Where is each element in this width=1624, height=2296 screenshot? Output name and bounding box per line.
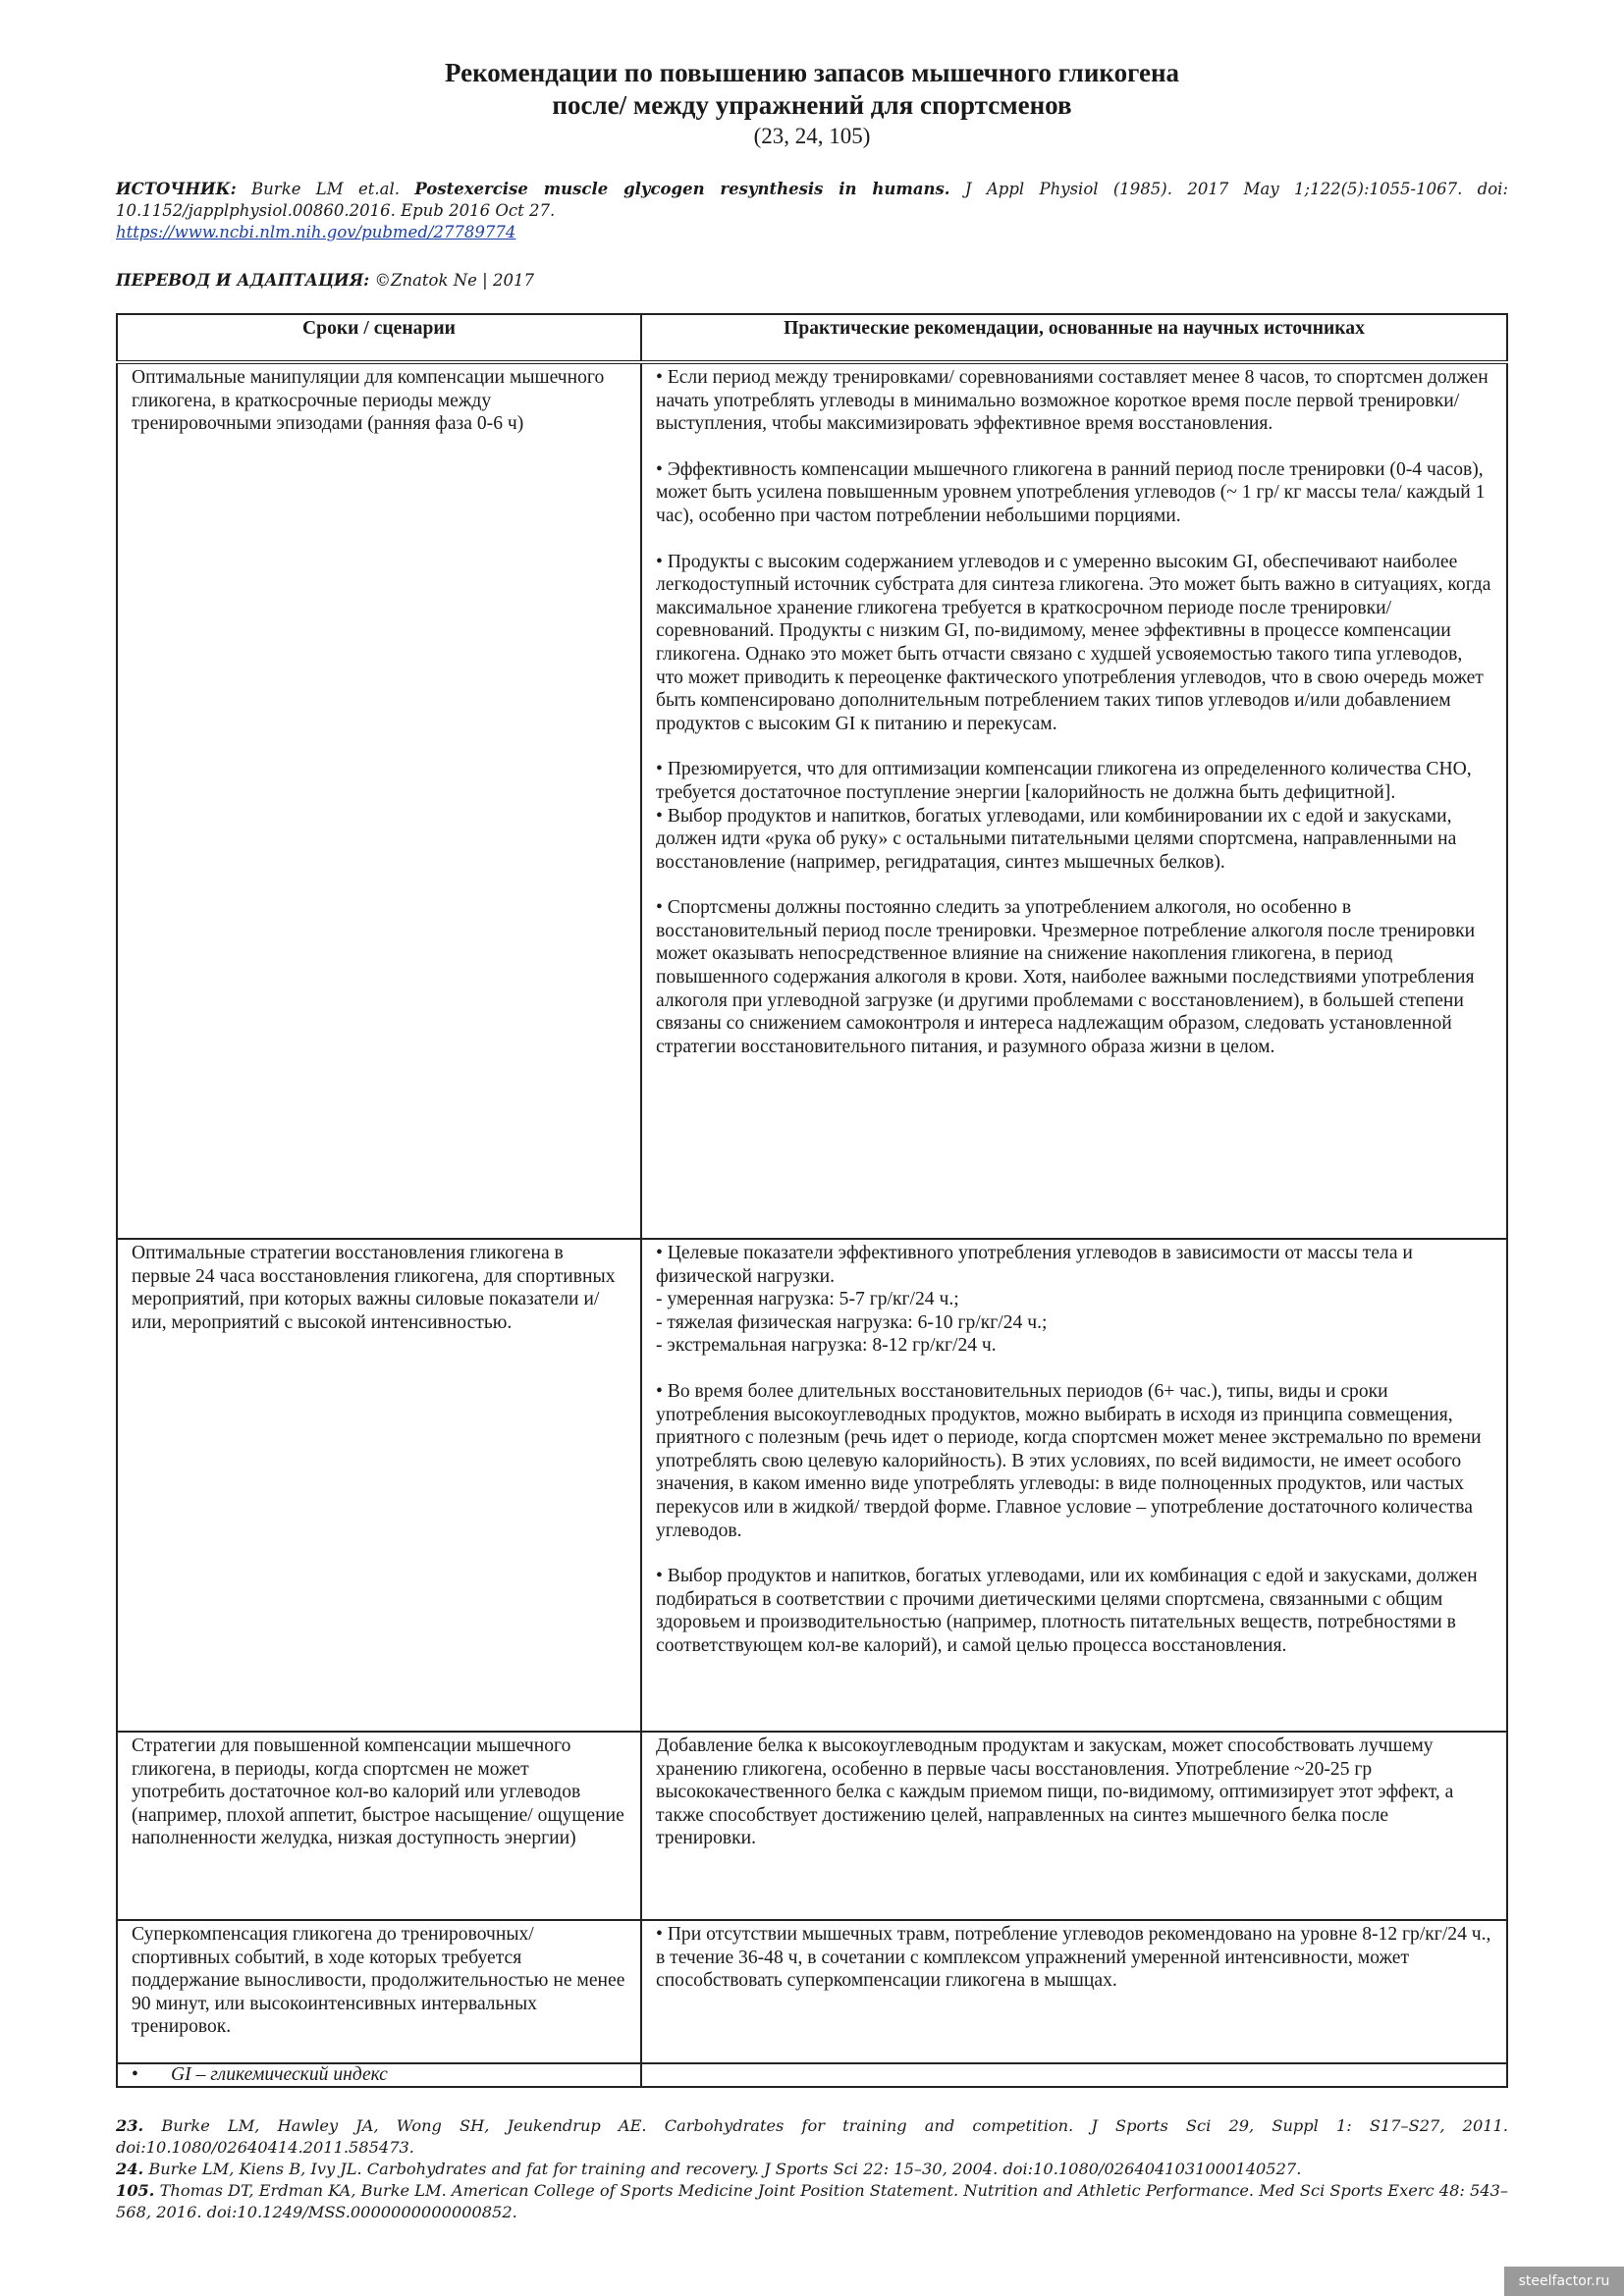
recommendation-paragraph: • Выбор продуктов и напитков, богатых углеводами, или комбинировании их с едой и закусками, должен идти «рука об руку» с остальными питательными целями спортсмена, направленными на восстановление (например, регидратация, синтез мышечных белков). bbox=[656, 805, 1457, 873]
translation-value: ©Znatok Ne | 2017 bbox=[369, 271, 534, 290]
source-journal: J Appl Physiol (1985). 2017 May 1;122(5):1055-1067. doi: 10.1152/japplphysiol.00860.2016. Epub 2016 Oct 27. bbox=[116, 180, 1509, 220]
source-authors: Burke LM et.al. bbox=[236, 180, 415, 198]
source-citation bbox=[116, 179, 1508, 243]
source-link[interactable]: https://www.ncbi.nlm.nih.gov/pubmed/27789774 bbox=[116, 223, 516, 241]
recommendation-paragraph: • Продукты с высоким содержанием углеводов и с умеренно высоким GI, обеспечивают наиболее легкодоступный источник субстрата для синтеза гликогена. Это может быть важно в ситуациях, когда максимальное хранение гликогена требуется в краткосрочном периоде после тренировки/ соревнований. Продукты с низким GI, по-видимому, менее эффективны в процессе компенсации гликогена. Однако это может быть отчасти связано с худшей усвояемостью такого типа углеводов, что может приводить к переоценке фактического употребления углеводов, что в свою очередь может быть компенсировано дополнительным потреблением таких типов углеводов и/или добавлением продуктов с высоким GI к питанию и перекусам. bbox=[656, 551, 1491, 734]
table-row bbox=[117, 1732, 1507, 1920]
title-references: (23, 24, 105) bbox=[753, 124, 871, 148]
recommendation-paragraph: • Презюмируется, что для оптимизации компенсации гликогена из определенного количества CHO, требуется достаточное поступление энергии [калорийность не должна быть дефицитной]. bbox=[656, 759, 1472, 803]
header-scenarios: Сроки / сценарии bbox=[117, 314, 641, 362]
scenario-cell: Суперкомпенсация гликогена до тренировочных/ спортивных событий, в ходе которых требуется поддержание выносливости, продолжительностью не менее 90 минут, или высокоинтенсивных интервальных тренировок. bbox=[117, 1920, 641, 2063]
empty-cell bbox=[641, 2063, 1507, 2087]
translation-credit bbox=[116, 271, 1508, 290]
document-title bbox=[116, 57, 1508, 122]
recommendation-cell bbox=[641, 1239, 1507, 1732]
scenario-cell: Оптимальные манипуляции для компенсации мышечного гликогена, в краткосрочные периоды между тренировочными эпизодами (ранняя фаза 0-6 ч) bbox=[117, 362, 641, 1239]
gi-note-text: GI – гликемический индекс bbox=[171, 2064, 388, 2085]
table-row bbox=[117, 1239, 1507, 1732]
document-page bbox=[116, 0, 1508, 2223]
source-article-title: Postexercise muscle glycogen resynthesis in humans. bbox=[414, 180, 950, 198]
title-line-1: Рекомендации по повышению запасов мышечного гликогена bbox=[444, 58, 1180, 87]
reference-text: Burke LM, Kiens B, Ivy JL. Carbohydrates and fat for training and recovery. J Sports Sci 22: 15–30, 2004. doi:10.1080/0264041031000140527. bbox=[143, 2160, 1302, 2178]
carb-target-item: - умеренная нагрузка: 5-7 гр/кг/24 ч.; bbox=[656, 1289, 959, 1310]
reference-item bbox=[116, 2159, 1508, 2180]
table-row bbox=[117, 1920, 1507, 2063]
table-note-row bbox=[117, 2063, 1507, 2087]
recommendation-cell: Добавление белка к высокоуглеводным продуктам и закускам, может способствовать лучшему хранению гликогена, особенно в первые часы восстановления. Употребление ~20-25 гр высококачественного белка с каждым приемом пищи, по-видимому, оптимизирует этот эффект, а также способствует достижению целей, направленных на синтез мышечного белка после тренировки. bbox=[641, 1732, 1507, 1920]
recommendation-paragraph: • Спортсмены должны постоянно следить за употреблением алкоголя, но особенно в восстановительный период после тренировки. Чрезмерное потребление алкоголя после тренировки может оказывать непосредственное влияние на снижение накопления гликогена, в период повышенного содержания алкоголя в крови. Хотя, наиболее важными последствиями употребления алкоголя при углеводной загрузке (и другими проблемами с восстановлением), в большей степени связаны со снижением самоконтроля и интереса надлежащим образом, следовать установленной стратегии восстановительного питания, и разумного образа жизни в целом. bbox=[656, 897, 1476, 1057]
bullet-icon: • bbox=[132, 2064, 138, 2085]
table-header-row bbox=[117, 314, 1507, 362]
source-label: ИСТОЧНИК: bbox=[116, 180, 237, 198]
reference-number: 105. bbox=[116, 2181, 155, 2200]
site-watermark: steelfactor.ru bbox=[1504, 2267, 1624, 2296]
reference-text: Burke LM, Hawley JA, Wong SH, Jeukendrup AE. Carbohydrates for training and competition. J Sports Sci 29, Suppl 1: S17–S27, 2011. doi:10.1080/02640414.2011.585473. bbox=[116, 2116, 1508, 2157]
recommendation-cell: • При отсутствии мышечных травм, потребление углеводов рекомендовано на уровне 8-12 гр/кг/24 ч., в течение 36-48 ч, в сочетании с комплексом упражнений умеренной интенсивности, может способствовать суперкомпенсации гликогена в мышцах. bbox=[641, 1920, 1507, 2063]
reference-item bbox=[116, 2180, 1508, 2223]
reference-item bbox=[116, 2115, 1508, 2159]
carb-target-item: - экстремальная нагрузка: 8-12 гр/кг/24 ч. bbox=[656, 1335, 997, 1357]
carb-targets-block bbox=[656, 1242, 1492, 1358]
reference-number: 24. bbox=[116, 2160, 144, 2178]
table-row bbox=[117, 362, 1507, 1239]
gi-note-cell bbox=[117, 2063, 641, 2087]
title-line-2: после/ между упражнений для спортсменов bbox=[552, 90, 1072, 120]
scenario-cell: Оптимальные стратегии восстановления гликогена в первые 24 часа восстановления гликогена, для спортивных мероприятий, при которых важны силовые показатели и/или, мероприятий с высокой интенсивностью. bbox=[117, 1239, 641, 1732]
recommendation-paragraph: • Выбор продуктов и напитков, богатых углеводами, или их комбинация с едой и закусками, должен подбираться в соответствии с прочими диетическими целями спортсмена, связанными с общим здоровьем и производительностью (например, плотность питательных веществ, потребностями в соответствующем кол-ве калорий), и самой целью процесса восстановления. bbox=[656, 1566, 1478, 1656]
scenario-cell: Стратегии для повышенной компенсации мышечного гликогена, в периоды, когда спортсмен не может употребить достаточное кол-во калорий или углеводов (например, плохой аппетит, быстрое насыщение/ ощущение наполненности желудка, низкая доступность энергии) bbox=[117, 1732, 641, 1920]
carb-target-item: - тяжелая физическая нагрузка: 6-10 гр/кг/24 ч.; bbox=[656, 1311, 1048, 1333]
recommendations-table bbox=[116, 313, 1508, 2088]
references-list bbox=[116, 2115, 1508, 2223]
recommendation-paragraph: • Во время более длительных восстановительных периодов (6+ час.), типы, виды и сроки употребления высокоуглеводных продуктов, можно выбирать в исходя из принципа совмещения, приятного с полезным (речь идет о периоде, когда спортсмен может менее экстремально по времени употреблять свою целевую калорийность). В этих условиях, по всей видимости, не имеет особого значения, в каком именно виде употреблять углеводы: в виде полноценных продуктов, или частых перекусов или в жидкой/ твердой форме. Главное условие – употребление достаточного количества углеводов. bbox=[656, 1380, 1482, 1541]
translation-label: ПЕРЕВОД И АДАПТАЦИЯ: bbox=[116, 271, 370, 290]
recommendation-paragraph: • Эффективность компенсации мышечного гликогена в ранний период после тренировки (0-4 часов), может быть усилена повышенным уровнем употребления углеводов (~ 1 гр/ кг массы тела/ каждый 1 час), особенно при частом потреблении небольшими порциями. bbox=[656, 458, 1486, 526]
recommendation-cell bbox=[641, 362, 1507, 1239]
reference-number: 23. bbox=[116, 2116, 144, 2135]
carb-targets-intro: • Целевые показатели эффективного употребления углеводов в зависимости от массы тела и физической нагрузки. bbox=[656, 1243, 1413, 1287]
reference-text: Thomas DT, Erdman KA, Burke LM. American College of Sports Medicine Joint Position Statement. Nutrition and Athletic Performance. Med Sci Sports Exerc 48: 543–568, 2016. doi:10.1249/MSS.0000000000000852. bbox=[116, 2181, 1508, 2221]
recommendation-paragraph: • Если период между тренировками/ соревнованиями составляет менее 8 часов, то спортсмен должен начать употреблять углеводы в минимально возможное короткое время после первой тренировки/ выступления, чтобы максимизировать эффективное время восстановления. bbox=[656, 367, 1489, 435]
header-recommendations: Практические рекомендации, основанные на научных источниках bbox=[641, 314, 1507, 362]
